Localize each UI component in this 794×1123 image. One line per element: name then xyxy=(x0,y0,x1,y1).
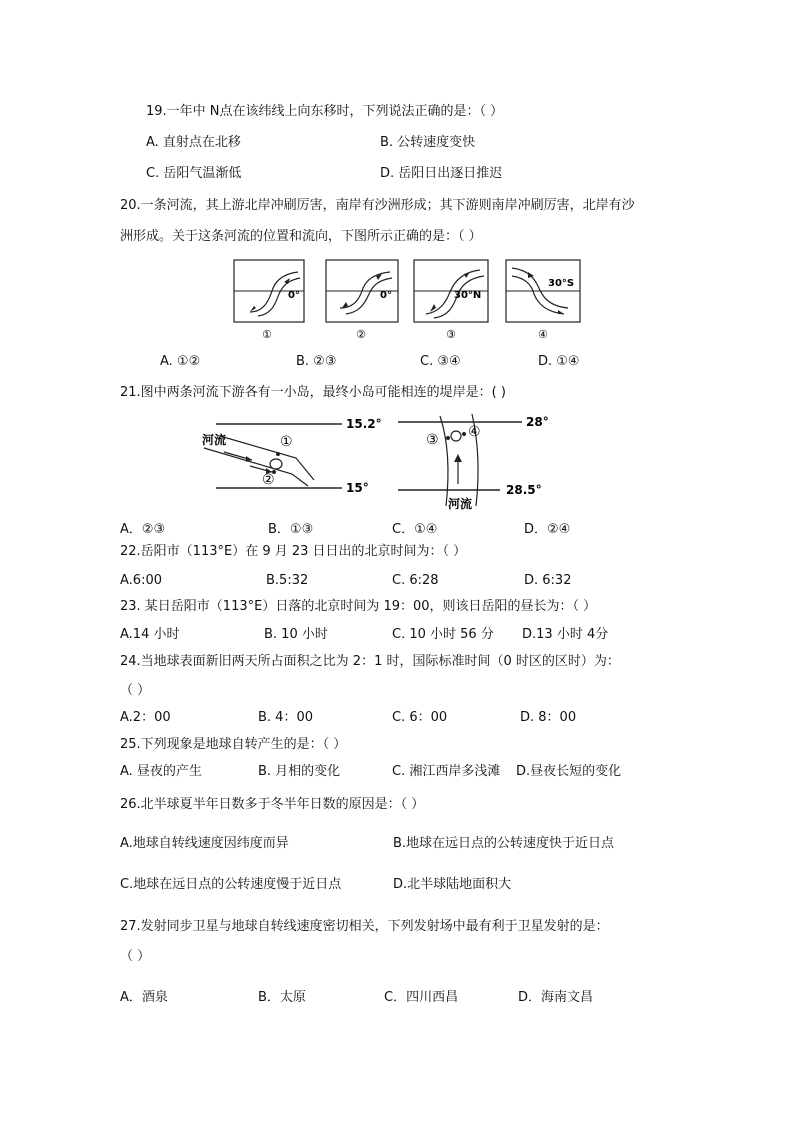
q21-left-bottom-lat: 15° xyxy=(346,481,369,495)
q23-stem: 23. 某日岳阳市（113°E）日落的北京时间为 19：00，则该日岳阳的昼长为：（ ） xyxy=(120,599,597,614)
q27-option-b[interactable]: B．太原 xyxy=(258,990,306,1005)
q21-option-c[interactable]: C．①④ xyxy=(392,522,438,537)
q19-option-c[interactable]: C. 岳阳气温渐低 xyxy=(146,166,242,181)
q20-stem-line1: 20.一条河流，其上游北岸冲刷厉害，南岸有沙洲形成；其下游则南岸冲刷厉害，北岸有沙 xyxy=(120,198,635,213)
q20-stem-line2: 洲形成。关于这条河流的位置和流向，下图所示正确的是：（ ） xyxy=(120,229,482,244)
q20-panel-3 xyxy=(414,260,488,341)
q21-left-river-label: 河流 xyxy=(202,433,227,447)
q20-option-a[interactable]: A. ①② xyxy=(160,354,201,369)
q27-option-a[interactable]: A．酒泉 xyxy=(120,990,168,1005)
q22-option-c[interactable]: C. 6:28 xyxy=(392,573,439,588)
q25-option-a[interactable]: A. 昼夜的产生 xyxy=(120,764,202,779)
q21-point-4: ④ xyxy=(468,424,481,440)
q21-stem: 21.图中两条河流下游各有一小岛，最终小岛可能相连的堤岸是：( ) xyxy=(120,385,506,400)
q20-panel-2-num: ② xyxy=(356,328,366,341)
q27-stem-line1: 27.发射同步卫星与地球自转线速度密切相关，下列发射场中最有利于卫星发射的是： xyxy=(120,919,609,934)
q25-option-d[interactable]: D.昼夜长短的变化 xyxy=(516,764,622,779)
q27-option-c[interactable]: C．四川西昌 xyxy=(384,990,459,1005)
q20-panel-1 xyxy=(234,260,304,341)
q21-option-d[interactable]: D．②④ xyxy=(524,522,571,537)
q26-option-c[interactable]: C.地球在远日点的公转速度慢于近日点 xyxy=(120,877,342,892)
q22-stem: 22.岳阳市（113°E）在 9 月 23 日日出的北京时间为：（ ） xyxy=(120,544,467,559)
q20-panel-4-label: 30°S xyxy=(548,278,575,289)
q22-option-d[interactable]: D. 6:32 xyxy=(524,573,572,588)
q24-option-c[interactable]: C. 6：00 xyxy=(392,710,448,725)
q21-option-a[interactable]: A．②③ xyxy=(120,522,166,537)
q23-option-b[interactable]: B. 10 小时 xyxy=(264,627,328,642)
q24-stem-line1: 24.当地球表面新旧两天所占面积之比为 2：1 时，国际标准时间（0 时区的区时）为： xyxy=(120,654,620,669)
q19-option-b[interactable]: B. 公转速度变快 xyxy=(380,135,476,150)
q24-stem-line2: （ ） xyxy=(120,683,151,698)
q27-option-d[interactable]: D．海南文昌 xyxy=(518,990,594,1005)
q20-panel-1-num: ① xyxy=(262,328,272,341)
q26-option-b[interactable]: B.地球在远日点的公转速度快于近日点 xyxy=(393,836,615,851)
q21-right-bottom-lat: 28.5° xyxy=(506,483,542,497)
q21-right-top-lat: 28° xyxy=(526,415,549,429)
q20-option-d[interactable]: D. ①④ xyxy=(538,354,580,369)
q21-left-diagram xyxy=(202,417,382,495)
q21-figure xyxy=(196,410,576,518)
q19-stem: 19.一年中 N点在该纬线上向东移时，下列说法正确的是：（ ） xyxy=(146,104,504,119)
q21-point-2: ② xyxy=(262,472,275,488)
q26-stem: 26.北半球夏半年日数多于冬半年日数的原因是：（ ） xyxy=(120,797,425,812)
q23-option-d[interactable]: D.13 小时 4分 xyxy=(522,627,609,642)
q19-option-d[interactable]: D. 岳阳日出逐日推迟 xyxy=(380,166,503,181)
q24-option-a[interactable]: A.2：00 xyxy=(120,710,171,725)
q26-option-a[interactable]: A.地球自转线速度因纬度而异 xyxy=(120,836,289,851)
q20-option-c[interactable]: C. ③④ xyxy=(420,354,461,369)
q21-point-3: ③ xyxy=(426,432,439,448)
q23-option-c[interactable]: C. 10 小时 56 分 xyxy=(392,627,494,642)
q20-figure xyxy=(228,256,588,346)
q24-option-b[interactable]: B. 4：00 xyxy=(258,710,313,725)
q25-option-c[interactable]: C. 湘江西岸多浅滩 xyxy=(392,764,501,779)
q20-panels-svg xyxy=(228,256,588,342)
q20-panel-4-num: ④ xyxy=(538,328,548,341)
q21-left-top-lat: 15.2° xyxy=(346,417,382,431)
q23-option-a[interactable]: A.14 小时 xyxy=(120,627,180,642)
q25-stem: 25.下列现象是地球自转产生的是：（ ） xyxy=(120,737,347,752)
q21-right-diagram xyxy=(398,414,549,511)
q20-panel-2-label: 0° xyxy=(380,290,392,301)
q25-option-b[interactable]: B. 月相的变化 xyxy=(258,764,341,779)
q26-option-d[interactable]: D.北半球陆地面积大 xyxy=(393,877,512,892)
q21-option-b[interactable]: B．①③ xyxy=(268,522,314,537)
q27-stem-line2: （ ） xyxy=(120,949,151,964)
q20-panel-1-label: 0° xyxy=(288,290,300,301)
q20-panel-4 xyxy=(506,260,580,341)
q20-panel-3-num: ③ xyxy=(446,328,456,341)
q19-option-a[interactable]: A. 直射点在北移 xyxy=(146,135,241,150)
q20-option-b[interactable]: B. ②③ xyxy=(296,354,337,369)
q21-svg xyxy=(196,410,576,514)
q20-panel-3-label: 30°N xyxy=(454,290,482,301)
q22-option-b[interactable]: B.5:32 xyxy=(266,573,309,588)
q22-option-a[interactable]: A.6:00 xyxy=(120,573,162,588)
q21-right-river-label: 河流 xyxy=(448,497,473,511)
q21-point-1: ① xyxy=(280,434,293,450)
q20-panel-2 xyxy=(326,260,398,341)
q24-option-d[interactable]: D. 8：00 xyxy=(520,710,577,725)
